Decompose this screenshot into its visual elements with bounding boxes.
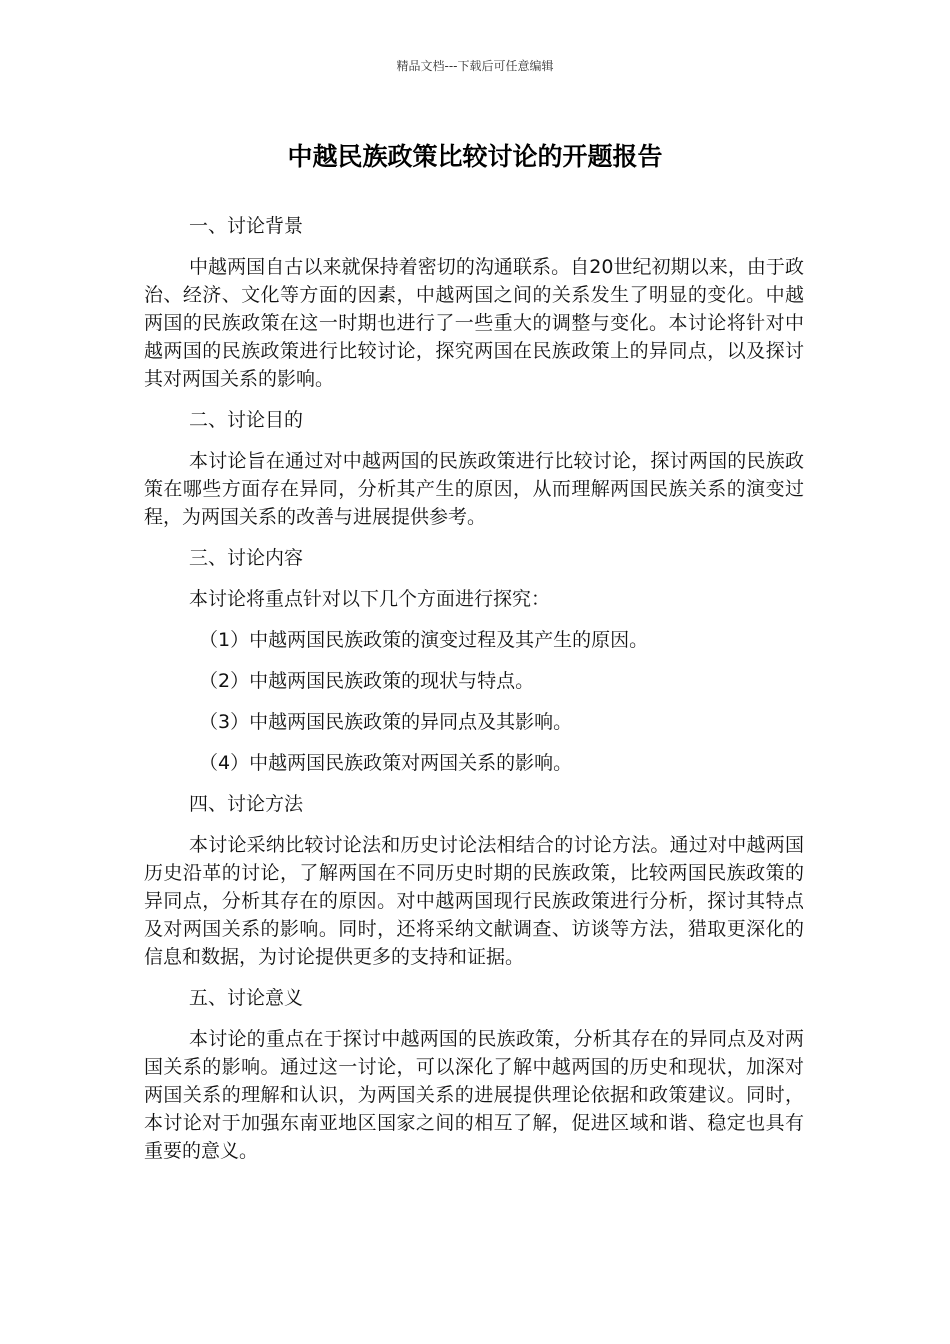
section-heading-background: 一、讨论背景 xyxy=(189,215,304,237)
section-paragraph-purpose: 本讨论旨在通过对中越两国的民族政策进行比较讨论，探讨两国的民族政策在哪些方面存在异同，分析其产生的原因，从而理解两国民族关系的演变过程，为两国关系的改善与进展提供参考。 xyxy=(144,450,804,528)
document-body xyxy=(144,212,804,1178)
list-item: （2）中越两国民族政策的现状与特点。 xyxy=(199,670,535,692)
section-heading-method: 四、讨论方法 xyxy=(189,793,304,815)
list-item: （3）中越两国民族政策的异同点及其影响。 xyxy=(199,711,573,733)
document-title: 中越民族政策比较讨论的开题报告 xyxy=(287,142,663,171)
page-header: 精品文档---下载后可任意编辑 xyxy=(396,59,554,73)
section-heading-significance: 五、讨论意义 xyxy=(189,987,304,1009)
section-paragraph-background: 中越两国自古以来就保持着密切的沟通联系。自20世纪初期以来，由于政治、经济、文化等方面的因素，中越两国之间的关系发生了明显的变化。中越两国的民族政策在这一时期也进行了一些重大的调整与变化。本讨论将针对中越两国的民族政策进行比较讨论，探究两国在民族政策上的异同点，以及探讨其对两国关系的影响。 xyxy=(144,256,804,390)
section-heading-purpose: 二、讨论目的 xyxy=(189,409,304,431)
section-heading-content: 三、讨论内容 xyxy=(189,547,304,569)
section-paragraph-significance: 本讨论的重点在于探讨中越两国的民族政策，分析其存在的异同点及对两国关系的影响。通过这一讨论，可以深化了解中越两国的历史和现状，加深对两国关系的理解和认识，为两国关系的进展提供理论依据和政策建议。同时，本讨论对于加强东南亚地区国家之间的相互了解，促进区域和谐、稳定也具有重要的意义。 xyxy=(144,1028,804,1162)
list-item: （1）中越两国民族政策的演变过程及其产生的原因。 xyxy=(199,629,649,651)
section-paragraph-method: 本讨论采纳比较讨论法和历史讨论法相结合的讨论方法。通过对中越两国历史沿革的讨论，了解两国在不同历史时期的民族政策，比较两国民族政策的异同点，分析其存在的原因。对中越两国现行民族政策进行分析，探讨其特点及对两国关系的影响。同时，还将采纳文献调查、访谈等方法，猎取更深化的信息和数据，为讨论提供更多的支持和证据。 xyxy=(144,834,804,968)
section-intro-content: 本讨论将重点针对以下几个方面进行探究： xyxy=(189,588,551,610)
list-item: （4）中越两国民族政策对两国关系的影响。 xyxy=(199,752,573,774)
